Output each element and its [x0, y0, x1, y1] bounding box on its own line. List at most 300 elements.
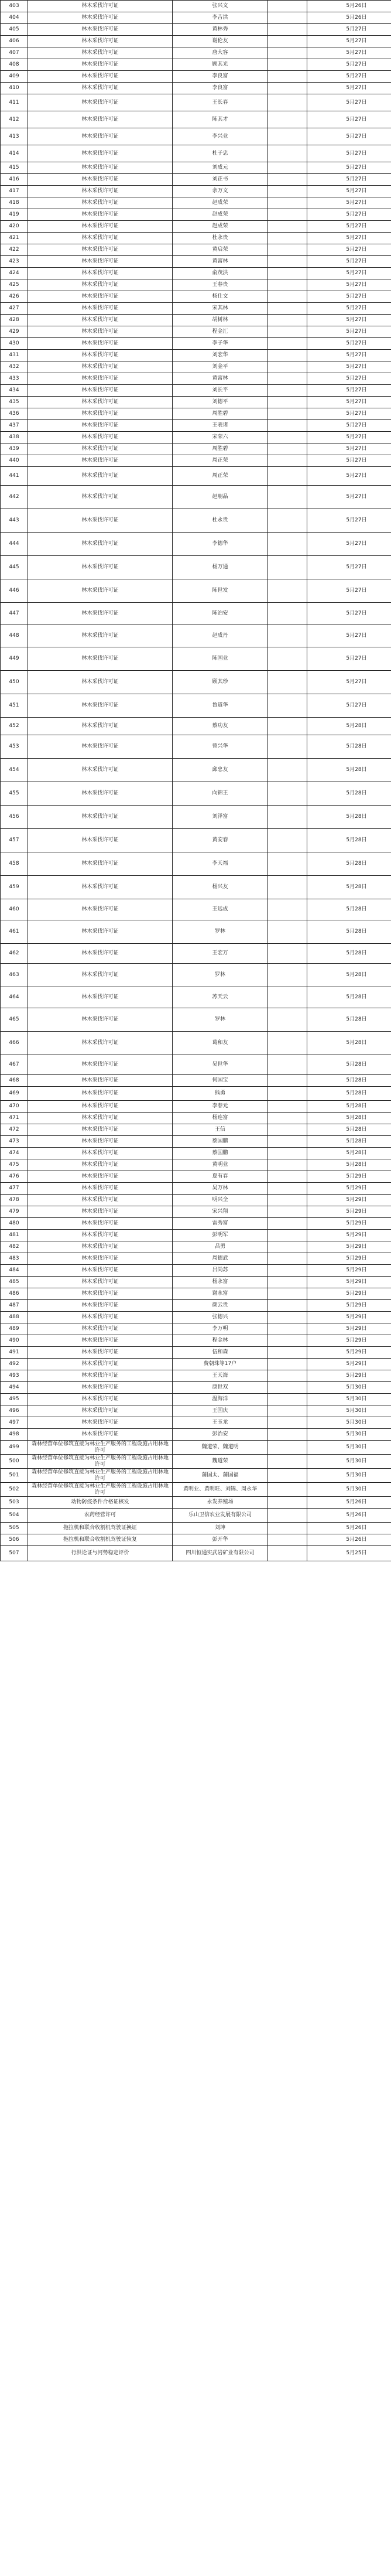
- row-number: 411: [1, 94, 28, 111]
- permit-type: 林木采伐许可证: [28, 987, 173, 1008]
- row-number: 423: [1, 256, 28, 268]
- row-number: 477: [1, 1183, 28, 1195]
- blank-cell: [268, 1441, 307, 1455]
- row-number: 451: [1, 694, 28, 718]
- table-row: [1, 852, 391, 876]
- permit-type: 林木采伐许可证: [28, 735, 173, 759]
- row-number: 461: [1, 920, 28, 944]
- issue-date: 5月28日: [307, 1055, 391, 1075]
- issue-date: 5月29日: [307, 1335, 391, 1347]
- blank-cell: [268, 244, 307, 256]
- issue-date: 5月27日: [307, 315, 391, 326]
- applicant-name: 周正荣: [173, 455, 268, 467]
- issue-date: 5月27日: [307, 59, 391, 71]
- permit-type: 林木采伐许可证: [28, 83, 173, 94]
- blank-cell: [268, 1183, 307, 1195]
- issue-date: 5月27日: [307, 397, 391, 408]
- row-number: 434: [1, 385, 28, 397]
- row-number: 487: [1, 1300, 28, 1312]
- applicant-name: 顾其光: [173, 59, 268, 71]
- table-row: [1, 1218, 391, 1230]
- issue-date: 5月30日: [307, 1469, 391, 1483]
- permit-type: 林木采伐许可证: [28, 1183, 173, 1195]
- blank-cell: [268, 1405, 307, 1417]
- blank-cell: [268, 486, 307, 509]
- applicant-name: 夏有春: [173, 1171, 268, 1183]
- row-number: 507: [1, 1546, 28, 1561]
- permit-type: 农药经营许可: [28, 1509, 173, 1523]
- row-number: 490: [1, 1335, 28, 1347]
- applicant-name: 李良富: [173, 71, 268, 83]
- table-row: [1, 1055, 391, 1075]
- issue-date: 5月29日: [307, 1288, 391, 1300]
- row-number: 464: [1, 987, 28, 1008]
- row-number: 437: [1, 420, 28, 432]
- issue-date: 5月30日: [307, 1394, 391, 1405]
- blank-cell: [268, 1523, 307, 1534]
- applicant-name: 陈泊安: [173, 603, 268, 625]
- row-number: 501: [1, 1469, 28, 1483]
- applicant-name: 李良富: [173, 83, 268, 94]
- issue-date: 5月27日: [307, 408, 391, 420]
- applicant-name: 颜云贵: [173, 1300, 268, 1312]
- blank-cell: [268, 829, 307, 852]
- row-number: 469: [1, 1087, 28, 1101]
- applicant-name: 伍和森: [173, 1347, 268, 1359]
- row-number: 482: [1, 1241, 28, 1253]
- blank-cell: [268, 556, 307, 579]
- table-row: [1, 533, 391, 556]
- table-row: [1, 326, 391, 338]
- table-row: [1, 197, 391, 209]
- applicant-name: 熊勇: [173, 1087, 268, 1101]
- permit-type: 林木采伐许可证: [28, 338, 173, 350]
- row-number: 476: [1, 1171, 28, 1183]
- permit-type: 林木采伐许可证: [28, 647, 173, 671]
- blank-cell: [268, 533, 307, 556]
- permit-type: 林木采伐许可证: [28, 47, 173, 59]
- blank-cell: [268, 1288, 307, 1300]
- blank-cell: [268, 1206, 307, 1218]
- blank-cell: [268, 1124, 307, 1136]
- issue-date: 5月29日: [307, 1370, 391, 1382]
- applicant-name: 周胜碧: [173, 443, 268, 455]
- issue-date: 5月29日: [307, 1241, 391, 1253]
- permit-type: 林木采伐许可证: [28, 1370, 173, 1382]
- applicant-name: 程金汇: [173, 326, 268, 338]
- applicant-name: 王表诸: [173, 420, 268, 432]
- row-number: 422: [1, 244, 28, 256]
- table-row: [1, 1394, 391, 1405]
- applicant-name: 黄富林: [173, 373, 268, 385]
- issue-date: 5月26日: [307, 1509, 391, 1523]
- applicant-name: 黄明业、黄明旺、刘锦、周永华: [173, 1483, 268, 1497]
- table-row: [1, 385, 391, 397]
- permit-type: 林木采伐许可证: [28, 1253, 173, 1265]
- issue-date: 5月27日: [307, 291, 391, 303]
- issue-date: 5月27日: [307, 128, 391, 145]
- table-row: [1, 1159, 391, 1171]
- table-row: [1, 1277, 391, 1288]
- table-row: [1, 233, 391, 244]
- applicant-name: 雷秀富: [173, 1218, 268, 1230]
- applicant-name: 刘长平: [173, 385, 268, 397]
- permit-type: 林木采伐许可证: [28, 1417, 173, 1429]
- permit-type: 动物防疫条件合格证核发: [28, 1497, 173, 1509]
- blank-cell: [268, 420, 307, 432]
- issue-date: 5月27日: [307, 350, 391, 361]
- records-table-body: [1, 1, 391, 1561]
- row-number: 417: [1, 186, 28, 197]
- issue-date: 5月28日: [307, 899, 391, 920]
- blank-cell: [268, 197, 307, 209]
- applicant-name: 黄明业: [173, 1159, 268, 1171]
- permit-type: 林木采伐许可证: [28, 291, 173, 303]
- row-number: 466: [1, 1032, 28, 1055]
- table-row: [1, 1265, 391, 1277]
- applicant-name: 杜子忠: [173, 145, 268, 162]
- blank-cell: [268, 350, 307, 361]
- table-row: [1, 647, 391, 671]
- blank-cell: [268, 1101, 307, 1113]
- applicant-name: 李子华: [173, 338, 268, 350]
- row-number: 462: [1, 944, 28, 964]
- table-row: [1, 1382, 391, 1394]
- issue-date: 5月29日: [307, 1347, 391, 1359]
- blank-cell: [268, 24, 307, 36]
- row-number: 488: [1, 1312, 28, 1323]
- applicant-name: 王长春: [173, 94, 268, 111]
- permit-type: 林木采伐许可证: [28, 268, 173, 279]
- applicant-name: 彭明军: [173, 1230, 268, 1241]
- applicant-name: 康世双: [173, 1382, 268, 1394]
- row-number: 432: [1, 361, 28, 373]
- table-row: [1, 1253, 391, 1265]
- permit-type: 林木采伐许可证: [28, 1087, 173, 1101]
- row-number: 468: [1, 1075, 28, 1087]
- applicant-name: 吕尚苏: [173, 1265, 268, 1277]
- blank-cell: [268, 268, 307, 279]
- issue-date: 5月27日: [307, 326, 391, 338]
- permit-type: 林木采伐许可证: [28, 186, 173, 197]
- blank-cell: [268, 1382, 307, 1394]
- table-row: [1, 1008, 391, 1032]
- table-row: [1, 373, 391, 385]
- issue-date: 5月30日: [307, 1382, 391, 1394]
- blank-cell: [268, 1055, 307, 1075]
- row-number: 471: [1, 1113, 28, 1124]
- issue-date: 5月29日: [307, 1265, 391, 1277]
- applicant-name: 赵朋品: [173, 486, 268, 509]
- row-number: 489: [1, 1323, 28, 1335]
- table-row: [1, 1, 391, 12]
- permit-type: 林木采伐许可证: [28, 1312, 173, 1323]
- permit-type: 林木采伐许可证: [28, 1429, 173, 1441]
- permit-type: 林木采伐许可证: [28, 397, 173, 408]
- permit-type: 林木采伐许可证: [28, 315, 173, 326]
- applicant-name: 彭开华: [173, 1534, 268, 1546]
- row-number: 457: [1, 829, 28, 852]
- issue-date: 5月29日: [307, 1253, 391, 1265]
- row-number: 481: [1, 1230, 28, 1241]
- blank-cell: [268, 209, 307, 221]
- permit-type: 林木采伐许可证: [28, 1206, 173, 1218]
- issue-date: 5月28日: [307, 1008, 391, 1032]
- blank-cell: [268, 1113, 307, 1124]
- issue-date: 5月27日: [307, 467, 391, 486]
- permit-type: 林木采伐许可证: [28, 782, 173, 806]
- permit-type: 林木采伐许可证: [28, 162, 173, 174]
- table-row: [1, 1497, 391, 1509]
- applicant-name: 王信: [173, 1124, 268, 1136]
- permit-type: 林木采伐许可证: [28, 350, 173, 361]
- issue-date: 5月27日: [307, 671, 391, 694]
- blank-cell: [268, 735, 307, 759]
- table-row: [1, 1312, 391, 1323]
- blank-cell: [268, 338, 307, 350]
- table-row: [1, 694, 391, 718]
- row-number: 484: [1, 1265, 28, 1277]
- permit-type: 林木采伐许可证: [28, 12, 173, 24]
- applicant-name: 宋荣六: [173, 432, 268, 443]
- table-row: [1, 1171, 391, 1183]
- applicant-name: 刘成元: [173, 162, 268, 174]
- permit-type: 林木采伐许可证: [28, 233, 173, 244]
- issue-date: 5月29日: [307, 1300, 391, 1312]
- row-number: 403: [1, 1, 28, 12]
- issue-date: 5月28日: [307, 1124, 391, 1136]
- issue-date: 5月30日: [307, 1455, 391, 1469]
- blank-cell: [268, 1075, 307, 1087]
- applicant-name: 刘宏华: [173, 350, 268, 361]
- permit-type: 林木采伐许可证: [28, 1218, 173, 1230]
- row-number: 474: [1, 1148, 28, 1159]
- blank-cell: [268, 373, 307, 385]
- permit-type: 林木采伐许可证: [28, 806, 173, 829]
- row-number: 483: [1, 1253, 28, 1265]
- issue-date: 5月27日: [307, 432, 391, 443]
- table-row: [1, 486, 391, 509]
- row-number: 410: [1, 83, 28, 94]
- table-row: [1, 268, 391, 279]
- permit-type: 林木采伐许可证: [28, 1323, 173, 1335]
- permit-type: 林木采伐许可证: [28, 671, 173, 694]
- applicant-name: 周胜碧: [173, 408, 268, 420]
- blank-cell: [268, 1253, 307, 1265]
- issue-date: 5月27日: [307, 174, 391, 186]
- blank-cell: [268, 1417, 307, 1429]
- permit-type: 林木采伐许可证: [28, 579, 173, 603]
- applicant-name: 谢永富: [173, 1288, 268, 1300]
- row-number: 424: [1, 268, 28, 279]
- applicant-name: 魏道荣、魏道明: [173, 1441, 268, 1455]
- table-row: [1, 1032, 391, 1055]
- applicant-name: 费朝珠等17户: [173, 1359, 268, 1370]
- row-number: 445: [1, 556, 28, 579]
- table-row: [1, 467, 391, 486]
- row-number: 429: [1, 326, 28, 338]
- permit-type: 林木采伐许可证: [28, 373, 173, 385]
- applicant-name: 刘泽富: [173, 806, 268, 829]
- table-row: [1, 829, 391, 852]
- table-row: [1, 1136, 391, 1148]
- blank-cell: [268, 221, 307, 233]
- table-row: [1, 806, 391, 829]
- applicant-name: 周德武: [173, 1253, 268, 1265]
- blank-cell: [268, 1230, 307, 1241]
- table-row: [1, 1230, 391, 1241]
- issue-date: 5月28日: [307, 852, 391, 876]
- row-number: 486: [1, 1288, 28, 1300]
- permit-type: 林木采伐许可证: [28, 694, 173, 718]
- issue-date: 5月27日: [307, 556, 391, 579]
- permit-type: 林木采伐许可证: [28, 1101, 173, 1113]
- row-number: 503: [1, 1497, 28, 1509]
- applicant-name: 杨仕文: [173, 291, 268, 303]
- table-row: [1, 718, 391, 735]
- blank-cell: [268, 59, 307, 71]
- permit-type: 林木采伐许可证: [28, 1382, 173, 1394]
- table-row: [1, 1359, 391, 1370]
- blank-cell: [268, 397, 307, 408]
- table-row: [1, 443, 391, 455]
- applicant-name: 蔡功友: [173, 718, 268, 735]
- row-number: 415: [1, 162, 28, 174]
- blank-cell: [268, 1483, 307, 1497]
- permit-type: 林木采伐许可证: [28, 556, 173, 579]
- applicant-name: 余万文: [173, 186, 268, 197]
- table-row: [1, 579, 391, 603]
- table-row: [1, 603, 391, 625]
- blank-cell: [268, 128, 307, 145]
- row-number: 443: [1, 509, 28, 533]
- table-row: [1, 59, 391, 71]
- blank-cell: [268, 1359, 307, 1370]
- table-row: [1, 303, 391, 315]
- applicant-name: 邱忠友: [173, 759, 268, 782]
- table-row: [1, 1075, 391, 1087]
- applicant-name: 宋其林: [173, 303, 268, 315]
- blank-cell: [268, 162, 307, 174]
- applicant-name: 杨连富: [173, 1113, 268, 1124]
- table-row: [1, 420, 391, 432]
- issue-date: 5月28日: [307, 782, 391, 806]
- table-row: [1, 47, 391, 59]
- permit-type: 林木采伐许可证: [28, 467, 173, 486]
- row-number: 506: [1, 1534, 28, 1546]
- applicant-name: 赵成荣: [173, 197, 268, 209]
- blank-cell: [268, 233, 307, 244]
- applicant-name: 王天海: [173, 1370, 268, 1382]
- table-row: [1, 397, 391, 408]
- table-row: [1, 964, 391, 987]
- issue-date: 5月27日: [307, 279, 391, 291]
- row-number: 447: [1, 603, 28, 625]
- permit-type: 林木采伐许可证: [28, 759, 173, 782]
- permit-type: 林木采伐许可证: [28, 920, 173, 944]
- permit-type: 林木采伐许可证: [28, 964, 173, 987]
- blank-cell: [268, 1277, 307, 1288]
- issue-date: 5月27日: [307, 625, 391, 647]
- blank-cell: [268, 1469, 307, 1483]
- row-number: 425: [1, 279, 28, 291]
- blank-cell: [268, 174, 307, 186]
- applicant-name: 黄林秀: [173, 24, 268, 36]
- table-row: [1, 899, 391, 920]
- blank-cell: [268, 579, 307, 603]
- applicant-name: 明兴全: [173, 1195, 268, 1206]
- row-number: 419: [1, 209, 28, 221]
- permit-type: 林木采伐许可证: [28, 1075, 173, 1087]
- row-number: 405: [1, 24, 28, 36]
- table-row: [1, 315, 391, 326]
- blank-cell: [268, 186, 307, 197]
- row-number: 442: [1, 486, 28, 509]
- row-number: 413: [1, 128, 28, 145]
- issue-date: 5月28日: [307, 920, 391, 944]
- issue-date: 5月27日: [307, 162, 391, 174]
- permit-type: 林木采伐许可证: [28, 852, 173, 876]
- row-number: 412: [1, 111, 28, 128]
- issue-date: 5月27日: [307, 338, 391, 350]
- table-row: [1, 1087, 391, 1101]
- issue-date: 5月28日: [307, 1136, 391, 1148]
- issue-date: 5月29日: [307, 1195, 391, 1206]
- permit-type: 林木采伐许可证: [28, 1288, 173, 1300]
- applicant-name: 王宏万: [173, 944, 268, 964]
- permit-type: 林木采伐许可证: [28, 71, 173, 83]
- table-row: [1, 209, 391, 221]
- table-row: [1, 128, 391, 145]
- permit-type: 林木采伐许可证: [28, 420, 173, 432]
- table-row: [1, 244, 391, 256]
- permit-type: 林木采伐许可证: [28, 279, 173, 291]
- issue-date: 5月27日: [307, 83, 391, 94]
- applicant-name: 张德兴: [173, 1312, 268, 1323]
- table-row: [1, 111, 391, 128]
- applicant-name: 刘德平: [173, 397, 268, 408]
- issue-date: 5月27日: [307, 579, 391, 603]
- applicant-name: 刘坤: [173, 1523, 268, 1534]
- blank-cell: [268, 1546, 307, 1561]
- issue-date: 5月27日: [307, 145, 391, 162]
- permit-type: 林木采伐许可证: [28, 1148, 173, 1159]
- row-number: 404: [1, 12, 28, 24]
- applicant-name: 蒲国太、蒲国福: [173, 1469, 268, 1483]
- permit-type: 森林经营单位修筑直接为林业生产服务的工程设施占用林地许可: [28, 1483, 173, 1497]
- table-row: [1, 987, 391, 1008]
- permit-type: 林木采伐许可证: [28, 1113, 173, 1124]
- permit-type: 林木采伐许可证: [28, 1394, 173, 1405]
- blank-cell: [268, 718, 307, 735]
- applicant-name: 吴万林: [173, 1183, 268, 1195]
- table-row: [1, 671, 391, 694]
- blank-cell: [268, 1, 307, 12]
- permit-type: 林木采伐许可证: [28, 111, 173, 128]
- issue-date: 5月28日: [307, 718, 391, 735]
- table-row: [1, 361, 391, 373]
- applicant-name: 李万明: [173, 1323, 268, 1335]
- issue-date: 5月27日: [307, 486, 391, 509]
- permit-type: 林木采伐许可证: [28, 1159, 173, 1171]
- issue-date: 5月28日: [307, 944, 391, 964]
- permit-type: 林木采伐许可证: [28, 1335, 173, 1347]
- table-row: [1, 94, 391, 111]
- blank-cell: [268, 432, 307, 443]
- table-row: [1, 1241, 391, 1253]
- issue-date: 5月26日: [307, 1534, 391, 1546]
- applicant-name: 杨万通: [173, 556, 268, 579]
